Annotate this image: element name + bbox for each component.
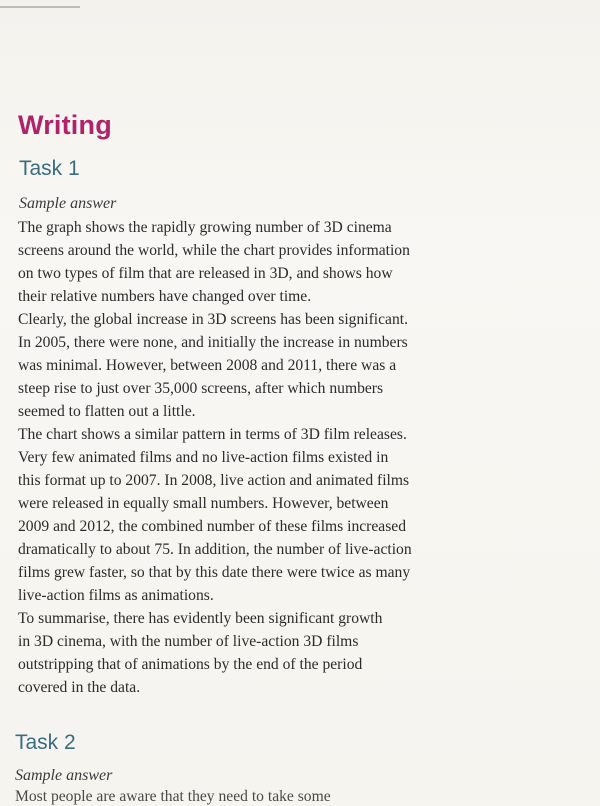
answer-line: in 3D cinema, with the number of live-action 3D films: [18, 633, 359, 650]
task-1-sample-label: Sample answer: [19, 195, 117, 212]
task-2-sample-label: Sample answer: [15, 767, 113, 784]
top-divider: [0, 6, 80, 8]
answer-line: To summarise, there has evidently been significant growth: [18, 610, 383, 627]
answer-line: The chart shows a similar pattern in terms of 3D film releases.: [18, 426, 407, 443]
answer-line: on two types of film that are released in 3D, and shows how: [18, 265, 393, 282]
answer-line: this format up to 2007. In 2008, live action and animated films: [18, 472, 410, 489]
answer-line: steep rise to just over 35,000 screens, after which numbers: [18, 380, 384, 397]
answer-line: 2009 and 2012, the combined number of these films increased: [18, 518, 407, 535]
answer-line: seemed to flatten out a little.: [18, 403, 196, 420]
answer-line: In 2005, there were none, and initially the increase in numbers: [18, 334, 408, 351]
answer-line: The graph shows the rapidly growing number of 3D cinema: [18, 219, 392, 236]
answer-line: Very few animated films and no live-action films existed in: [18, 449, 389, 466]
section-heading: Writing: [18, 110, 112, 140]
answer-line: covered in the data.: [18, 679, 141, 696]
answer-line: their relative numbers have changed over time.: [18, 288, 312, 305]
answer-line: live-action films as animations.: [18, 587, 214, 604]
answer-line: screens around the world, while the chart provides information: [18, 242, 410, 259]
answer-line: Clearly, the global increase in 3D screens has been significant.: [18, 311, 408, 328]
answer-line: was minimal. However, between 2008 and 2011, there was a: [18, 357, 397, 374]
task-1-title: Task 1: [19, 157, 80, 180]
answer-line: films grew faster, so that by this date there were twice as many: [18, 564, 411, 581]
task-1-answer: [18, 216, 558, 699]
answer-line: outstripping that of animations by the end of the period: [18, 656, 363, 673]
answer-line: were released in equally small numbers. However, between: [18, 495, 389, 512]
answer-line: dramatically to about 75. In addition, the number of live-action: [18, 541, 412, 558]
task-2-title: Task 2: [15, 731, 76, 754]
task-2-partial-line: Most people are aware that they need to take some: [15, 788, 331, 805]
